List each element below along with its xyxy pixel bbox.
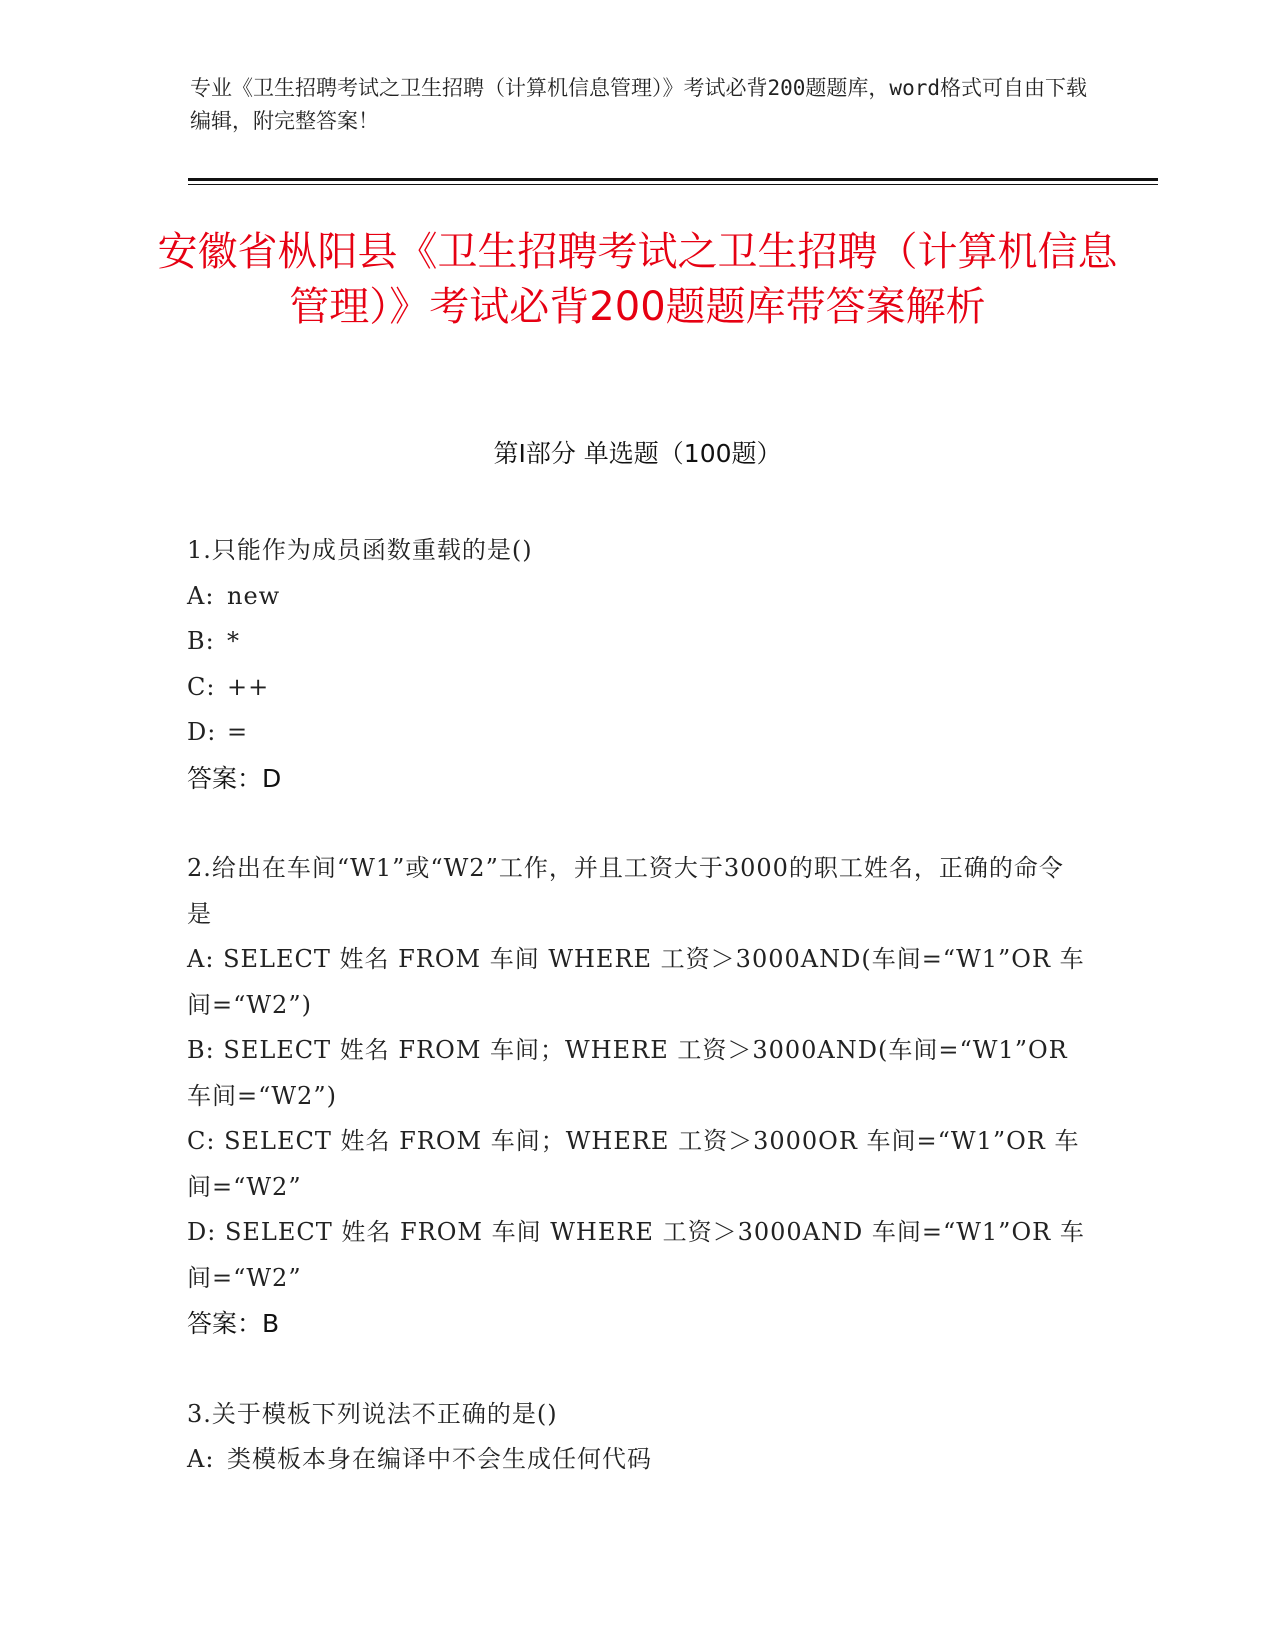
option-text: 类模板本身在编译中不会生成任何代码 bbox=[227, 1445, 652, 1473]
option-key: D: bbox=[187, 1218, 217, 1246]
option-text: SELECT 姓名 FROM 车间；WHERE 工资＞3000OR 车间=“W1”OR 车间=“W2” bbox=[187, 1127, 1080, 1201]
option-a bbox=[187, 574, 1087, 620]
option-text: * bbox=[227, 627, 240, 655]
option-key: D: bbox=[187, 718, 217, 746]
question-list bbox=[187, 528, 1087, 1528]
option-a bbox=[187, 937, 1087, 1028]
answer-line: 答案：B bbox=[187, 1309, 280, 1338]
question-stem: 2.给出在车间“W1”或“W2”工作，并且工资大于3000的职工姓名，正确的命令是 bbox=[187, 854, 1064, 928]
header-divider-thick bbox=[188, 178, 1158, 181]
option-b bbox=[187, 1028, 1087, 1119]
question-stem: 1.只能作为成员函数重载的是() bbox=[187, 536, 533, 564]
option-text: = bbox=[227, 718, 249, 746]
option-c bbox=[187, 665, 1087, 711]
option-b bbox=[187, 619, 1087, 665]
question-2 bbox=[187, 846, 1087, 1347]
question-3 bbox=[187, 1392, 1087, 1483]
header-divider-thin bbox=[188, 184, 1158, 185]
option-d bbox=[187, 710, 1087, 756]
section-heading: 第Ⅰ部分 单选题（100题） bbox=[493, 439, 782, 468]
option-a bbox=[187, 1437, 1087, 1483]
option-text: SELECT 姓名 FROM 车间；WHERE 工资＞3000AND(车间=“W1”OR 车间=“W2”) bbox=[187, 1036, 1068, 1110]
question-stem: 3.关于模板下列说法不正确的是() bbox=[187, 1399, 558, 1428]
answer-line: 答案：D bbox=[187, 763, 282, 793]
option-c bbox=[187, 1119, 1087, 1210]
option-text: SELECT 姓名 FROM 车间 WHERE 工资＞3000AND(车间=“W1”OR 车间=“W2”) bbox=[187, 945, 1085, 1019]
option-text: new bbox=[227, 581, 281, 610]
option-text: SELECT 姓名 FROM 车间 WHERE 工资＞3000AND 车间=“W1”OR 车间=“W2” bbox=[187, 1218, 1085, 1292]
option-key: C: bbox=[187, 1127, 216, 1155]
option-text: ++ bbox=[227, 672, 270, 701]
header-note: 专业《卫生招聘考试之卫生招聘（计算机信息管理）》考试必背200题题库，word格式可自由下载编辑，附完整答案！ bbox=[190, 76, 1087, 133]
option-key: A: bbox=[187, 581, 215, 610]
option-key: B: bbox=[187, 1036, 215, 1064]
option-key: A: bbox=[187, 1445, 215, 1473]
question-1 bbox=[187, 528, 1087, 801]
option-key: B: bbox=[187, 627, 215, 655]
option-key: A: bbox=[187, 945, 215, 973]
option-key: C: bbox=[187, 672, 216, 701]
option-d bbox=[187, 1210, 1087, 1301]
document-title: 安徽省枞阳县《卫生招聘考试之卫生招聘（计算机信息管理）》考试必背200题题库带答案解析 bbox=[157, 229, 1118, 330]
